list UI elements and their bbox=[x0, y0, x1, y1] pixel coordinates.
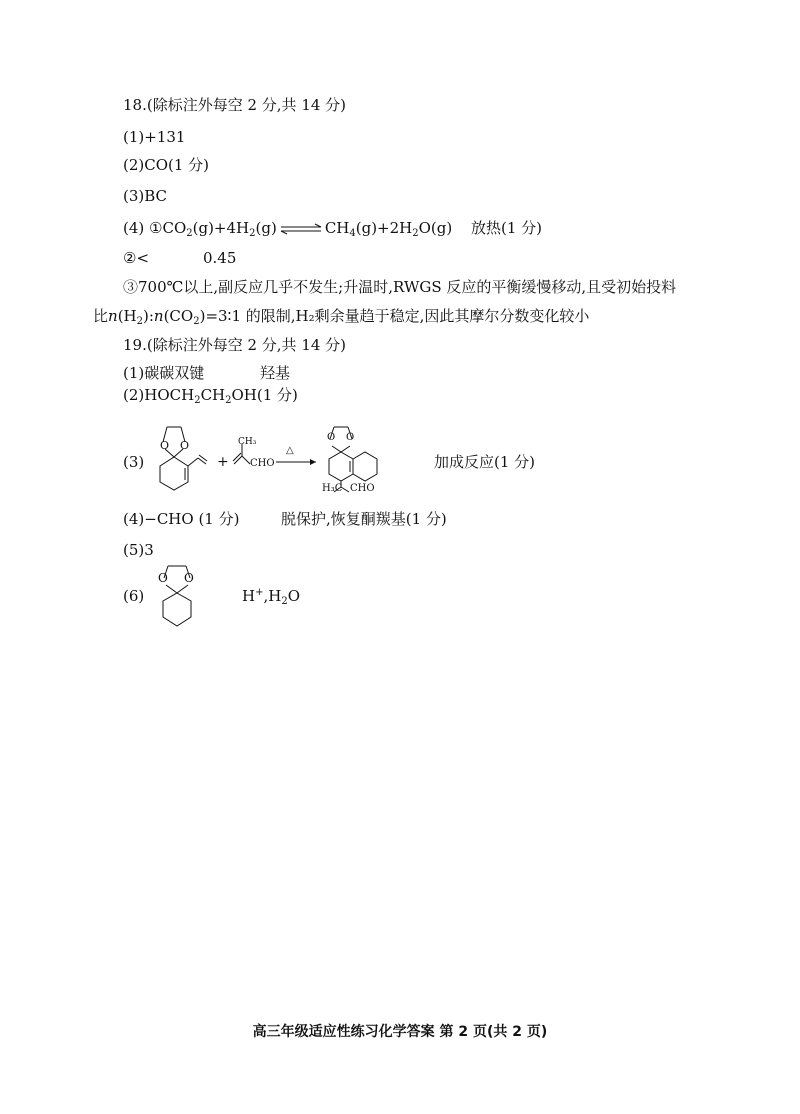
text-fragment: ,H bbox=[263, 587, 282, 605]
eq-part-1: (g)+4H bbox=[192, 219, 250, 237]
q19-answer-1-right: 羟基 bbox=[260, 364, 291, 382]
equilibrium-arrow-icon bbox=[279, 223, 323, 235]
q18-answer-1: (1)+131 bbox=[123, 128, 186, 146]
q18-answer-4b-value: 0.45 bbox=[203, 249, 237, 267]
o-atom-label: O bbox=[158, 571, 168, 585]
cho-label: CHO bbox=[350, 483, 375, 494]
heat-symbol: △ bbox=[286, 445, 294, 456]
text-fragment: 比 bbox=[93, 307, 109, 325]
eq-product-1: CH bbox=[324, 219, 350, 237]
text-fragment: (H bbox=[117, 307, 137, 325]
reactant-1-ketal-diene-structure bbox=[150, 424, 220, 494]
text-fragment: (CO bbox=[163, 307, 194, 325]
q19-answer-5: (5)3 bbox=[123, 541, 154, 559]
o-atom-label: O bbox=[346, 432, 355, 443]
o-atom-label: O bbox=[180, 439, 190, 452]
text-fragment: n bbox=[108, 307, 118, 325]
text-fragment: )=3∶1 的限制,H₂剩余量趋于稳定,因此其摩尔分数变化较小 bbox=[199, 307, 590, 325]
q18-answer-4c-line-1: ③700℃以上,副反应几乎不发生;升温时,RWGS 反应的平衡缓慢移动,且受初始投料 bbox=[123, 278, 677, 296]
eq-part-2: (g) bbox=[255, 219, 277, 237]
text-fragment: H bbox=[242, 587, 256, 605]
text-fragment: + bbox=[255, 587, 264, 598]
h3c-label: H₃C bbox=[322, 483, 343, 494]
cho-label: CHO bbox=[250, 458, 275, 469]
text-fragment: CH bbox=[200, 386, 226, 404]
q19-answer-2: $(2)HOCH_2CH_2OH(1$ 分) bbox=[123, 386, 298, 406]
text-fragment: (2)HOCH bbox=[123, 386, 195, 404]
text-fragment: ): bbox=[143, 307, 154, 325]
q19-answer-6-reagent: $H^+,H_2O$ bbox=[242, 587, 301, 607]
ch3-label: CH₃ bbox=[238, 437, 257, 447]
q18-header: 18.(除标注外每空 2 分,共 14 分) bbox=[123, 96, 347, 114]
o-atom-label: O bbox=[160, 439, 170, 452]
q19-answer-1-left: (1)碳碳双键 bbox=[123, 364, 205, 382]
text-fragment: OH(1 分) bbox=[231, 386, 298, 404]
text-fragment: O bbox=[287, 587, 301, 605]
q18-answer-4-note: 放热(1 分) bbox=[471, 219, 543, 237]
q19-header: 19.(除标注外每空 2 分,共 14 分) bbox=[123, 336, 347, 354]
reaction-arrow-icon bbox=[276, 454, 320, 468]
q19-answer-6-label: (6) bbox=[123, 587, 145, 605]
page-footer: 高三年级适应性练习化学答案 第 2 页(共 2 页) bbox=[252, 1024, 548, 1040]
q19-answer-4-left: (4)−CHO (1 分) bbox=[123, 510, 240, 528]
eq-part-4: O(g) bbox=[418, 219, 453, 237]
o-atom-label: O bbox=[327, 432, 336, 443]
q18-answer-2: (2)CO(1 分) bbox=[123, 156, 210, 174]
o-atom-label: O bbox=[184, 571, 194, 585]
eq-prefix: (4) ①CO bbox=[123, 219, 187, 237]
q18-answer-4b-symbol: ②< bbox=[123, 249, 150, 267]
eq-part-3: (g)+2H bbox=[355, 219, 413, 237]
q19-answer-4-right: 脱保护,恢复酮羰基(1 分) bbox=[281, 510, 447, 528]
q19-answer-3-note: 加成反应(1 分) bbox=[434, 453, 536, 471]
plus-sign: + bbox=[217, 454, 229, 470]
q18-answer-3: (3)BC bbox=[123, 187, 168, 205]
q19-answer-3-label: (3) bbox=[123, 453, 145, 471]
q18-answer-4-equation: (4) $①CO_2(g)+4H_2(g)$ $CH_4(g)+2H_2O(g)$ bbox=[123, 219, 453, 239]
text-fragment: n bbox=[153, 307, 164, 325]
q18-answer-4c-line-2: 比$n(H_2):n(CO_2)=3∶1$ 的限制,H₂剩余量趋于稳定,因此其摩尔分数变化较小 bbox=[93, 307, 590, 327]
